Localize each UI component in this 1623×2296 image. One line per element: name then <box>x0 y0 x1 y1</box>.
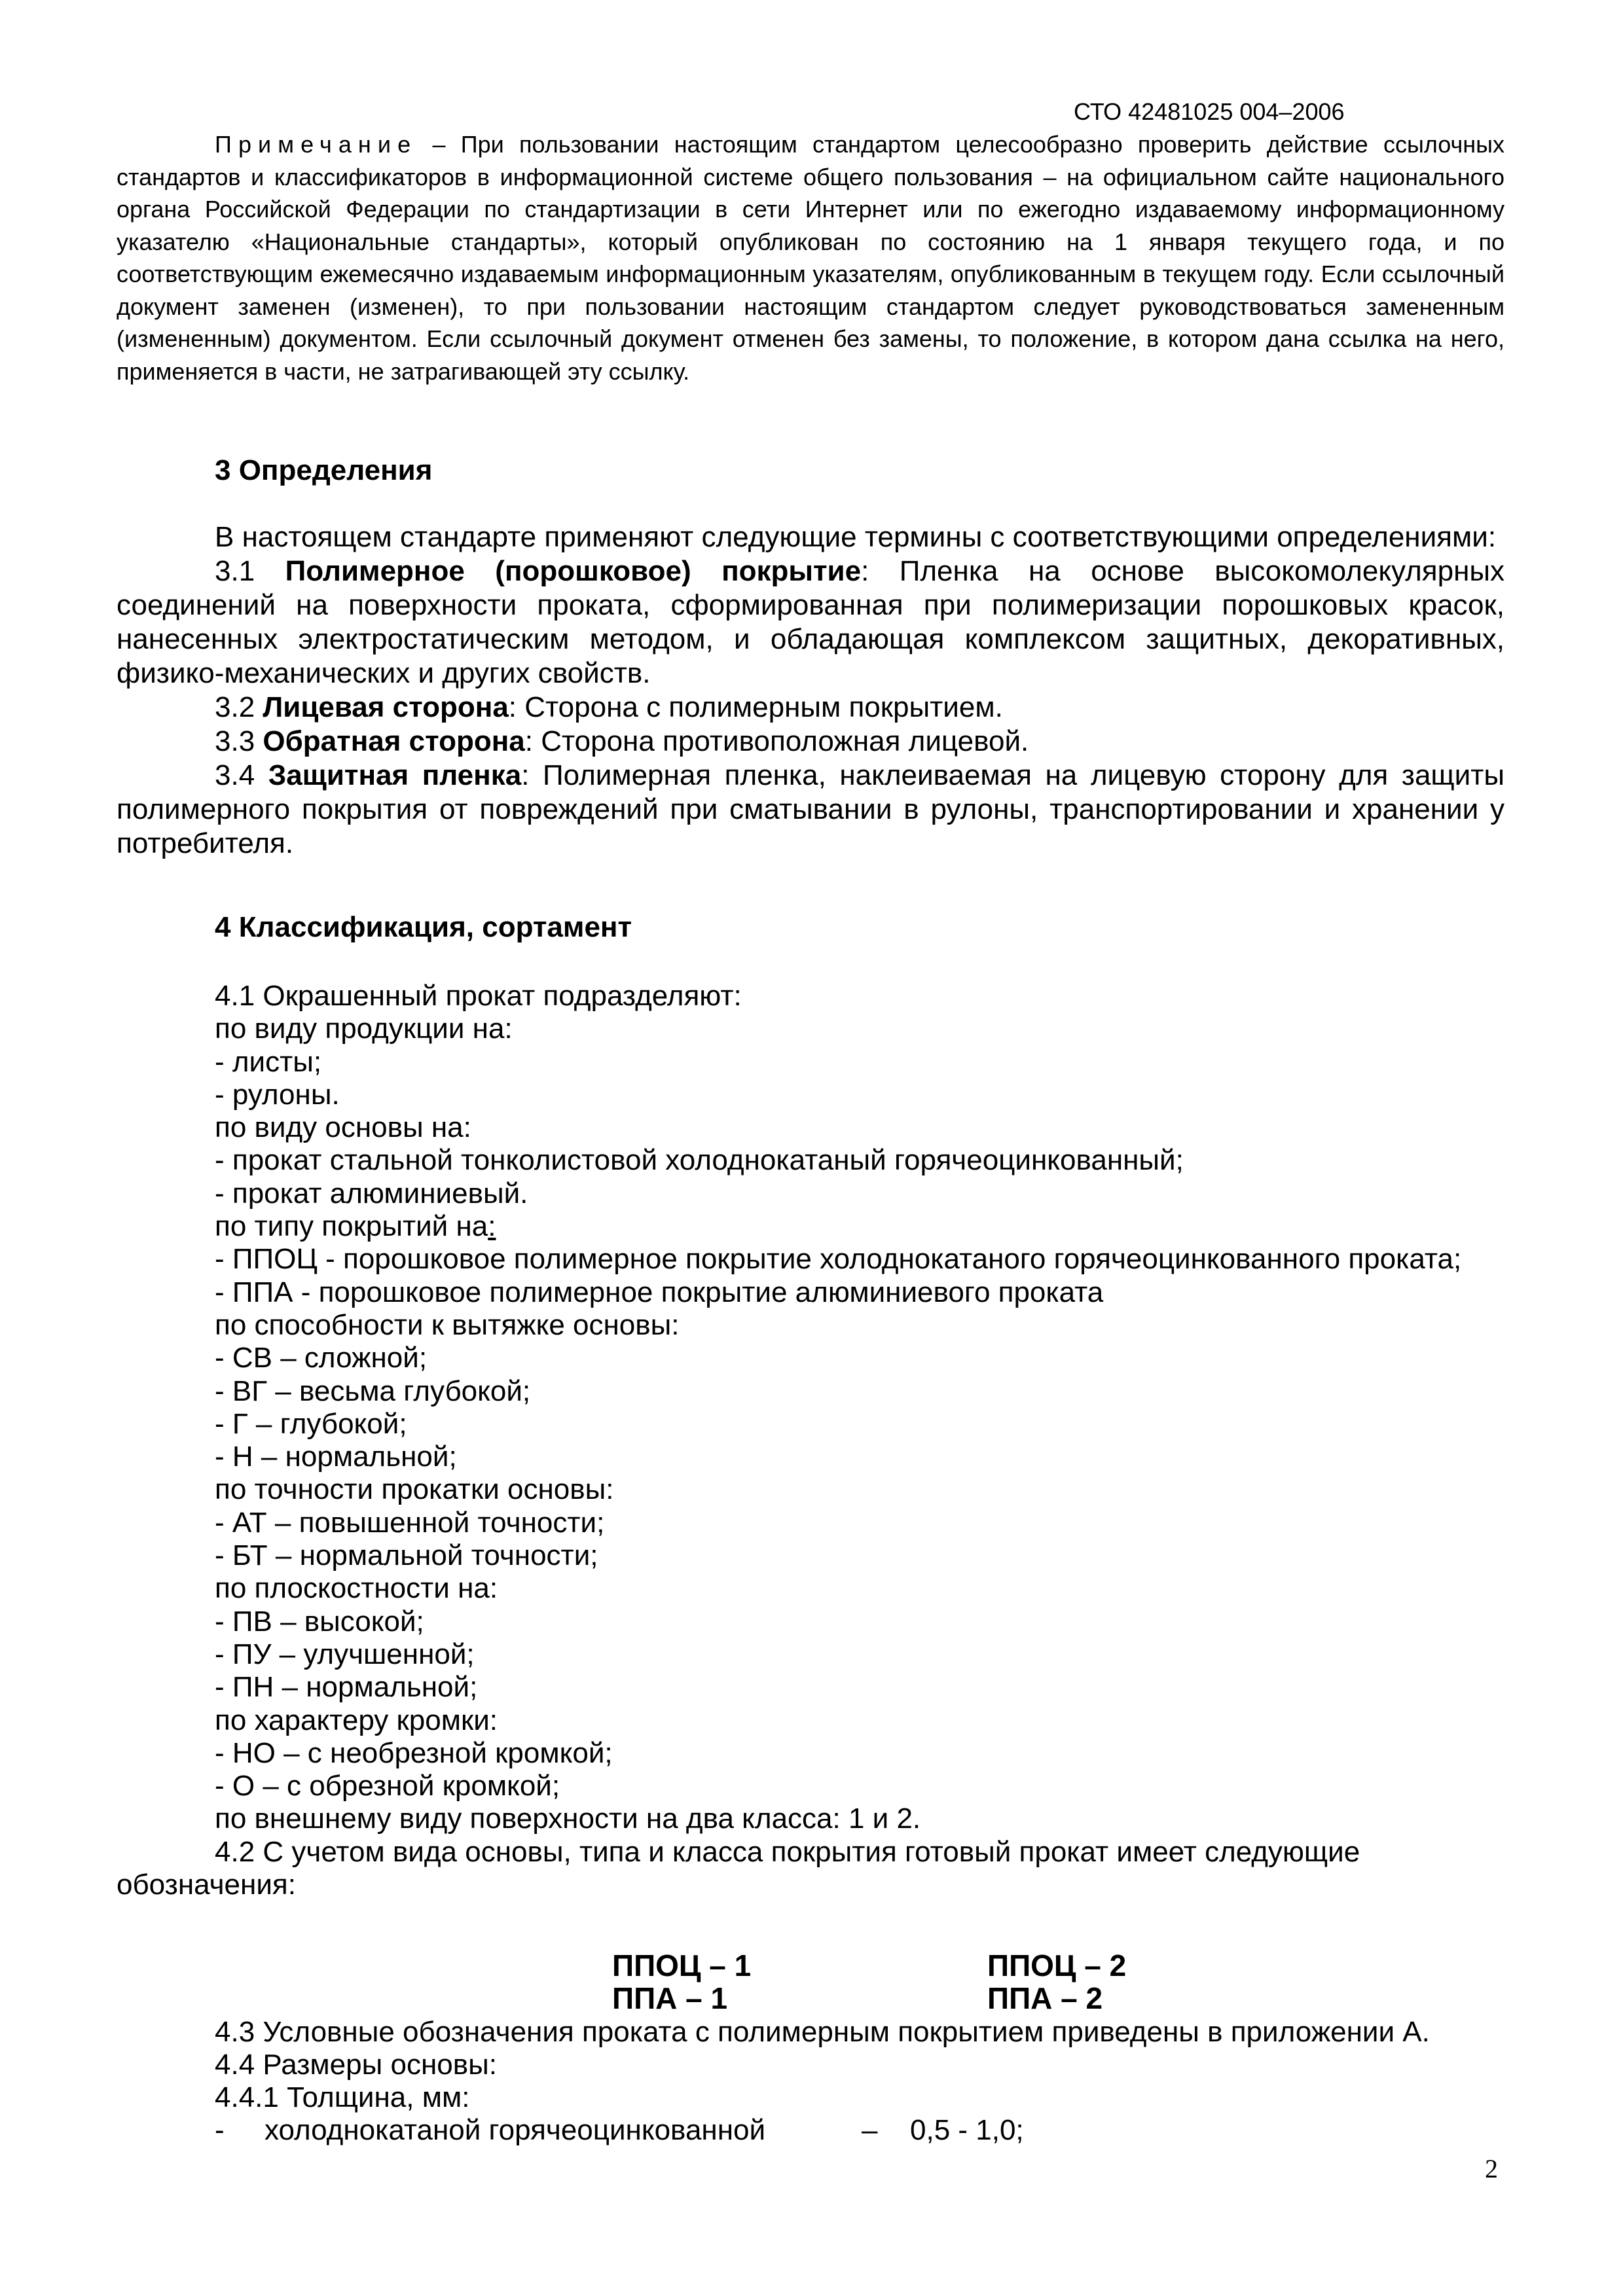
list-line: - Н – нормальной; <box>215 1441 457 1473</box>
section-4-tail <box>117 2016 1504 2147</box>
list-line: по характеру кромки: <box>215 1704 498 1736</box>
code-ppa-1: ППА – 1 <box>612 1981 728 2015</box>
definition-3-2: 3.2 Лицевая сторона: Сторона с полимерным покрытием. <box>215 691 1003 723</box>
list-line: - Г – глубокой; <box>215 1407 407 1440</box>
list-line: по плоскостности на: <box>215 1572 498 1605</box>
definition-3-4: 3.4 Защитная пленка: Полимерная пленка, наклеиваемая на лицевую сторону для защиты полимерного покрытия от повреждений при сматывании в рулоны, транспортировании и хранении у потребителя. <box>117 759 1504 859</box>
list-line: 4.2 С учетом вида основы, типа и класса покрытия готовый прокат имеет следующие обозначения: <box>117 1835 1360 1901</box>
list-line: - АТ – повышенной точности; <box>215 1506 605 1539</box>
section-3-body <box>117 520 1504 861</box>
list-line: - прокат алюминиевый. <box>215 1177 528 1210</box>
list-line: - ППОЦ - порошковое полимерное покрытие холоднокатаного горячеоцинкованного проката; <box>215 1243 1462 1276</box>
section-4-body <box>117 980 1504 1901</box>
list-line: - СВ – сложной; <box>215 1342 428 1374</box>
list-line: по способности к вытяжке основы: <box>215 1308 680 1341</box>
list-line: - ПН – нормальной; <box>215 1671 478 1704</box>
code-ppoc-1: ППОЦ – 1 <box>612 1948 752 1982</box>
list-line: - ВГ – весьма глубокой; <box>215 1374 531 1407</box>
document-code: СТО 42481025 004–2006 <box>1074 98 1345 125</box>
list-line: по виду продукции на: <box>215 1013 513 1045</box>
list-line: - НО – с необрезной кромкой; <box>215 1736 613 1769</box>
note-label: Примечание <box>215 131 418 158</box>
paragraph-4-4-1: 4.4.1 Толщина, мм: <box>215 2081 470 2113</box>
paragraph-4-4: 4.4 Размеры основы: <box>215 2049 497 2081</box>
list-line: - прокат стальной тонколистовой холоднокатаный горячеоцинкованный; <box>215 1144 1184 1177</box>
list-line: - ПВ – высокой; <box>215 1605 424 1638</box>
note-text: – При пользовании настоящим стандартом целесообразно проверить действие ссылочных стандартов и классификаторов в информационной системе общего пользования – на официальном сайте национального органа Российской Федерации по стандартизации в сети Интернет или по ежегодно издаваемому информационному указателю «Национальные стандарты», который опубликован по состоянию на 1 января текущего года, и по соответствующим ежемесячно издаваемым информационным указателям, опубликованным в текущем году. Если ссылочный документ заменен (изменен), то при пользовании настоящим стандартом следует руководствоваться замененным (измененным) документом. Если ссылочный документ отменен без замены, то положение, в котором дана ссылка на него, применяется в части, не затрагивающей эту ссылку. <box>117 131 1504 385</box>
thickness-range: 0,5 - 1,0; <box>910 2114 1024 2146</box>
designation-codes <box>0 1949 1623 2021</box>
list-line: - ППА - порошковое полимерное покрытие алюминиевого проката <box>215 1276 1104 1308</box>
thickness-line <box>117 2114 1504 2147</box>
list-line: - БТ – нормальной точности; <box>215 1539 598 1572</box>
list-line: - листы; <box>215 1045 322 1078</box>
section-3-heading: 3 Определения <box>215 454 433 486</box>
definition-3-3: 3.3 Обратная сторона: Сторона противоположная лицевой. <box>215 725 1029 757</box>
list-line: - рулоны. <box>215 1078 340 1111</box>
thickness-dash: - <box>215 2114 225 2146</box>
list-line: - ПУ – улучшенной; <box>215 1638 475 1670</box>
list-line: - О – с обрезной кромкой; <box>215 1770 560 1803</box>
code-ppoc-2: ППОЦ – 2 <box>987 1948 1127 1982</box>
note-paragraph <box>117 128 1504 387</box>
list-line: по виду основы на: <box>215 1111 471 1144</box>
definitions-intro: В настоящем стандарте применяют следующие термины с соответствующими определениями: <box>215 521 1497 553</box>
code-ppa-2: ППА – 2 <box>987 1981 1103 2015</box>
list-line: по точности прокатки основы: <box>215 1473 614 1506</box>
thickness-label: холоднокатаной горячеоцинкованной <box>264 2114 766 2146</box>
thickness-separator: – <box>862 2114 878 2146</box>
page-number: 2 <box>1485 2154 1498 2183</box>
list-line: по типу покрытий на: <box>215 1210 496 1243</box>
paragraph-4-3: 4.3 Условные обозначения проката с полимерным покрытием приведены в приложении А. <box>215 2016 1430 2048</box>
definition-3-1: 3.1 Полимерное (порошковое) покрытие: Пленка на основе высокомолекулярных соединений на поверхности проката, сформированная при полимеризации порошковых красок, нанесенных электростатическим методом, и обладающая комплексом защитных, декоративных, физико-механических и других свойств. <box>117 555 1504 689</box>
section-4-heading: 4 Классификация, сортамент <box>215 911 632 943</box>
list-line: 4.1 Окрашенный прокат подразделяют: <box>215 980 742 1012</box>
list-line: по внешнему виду поверхности на два класса: 1 и 2. <box>215 1803 921 1835</box>
